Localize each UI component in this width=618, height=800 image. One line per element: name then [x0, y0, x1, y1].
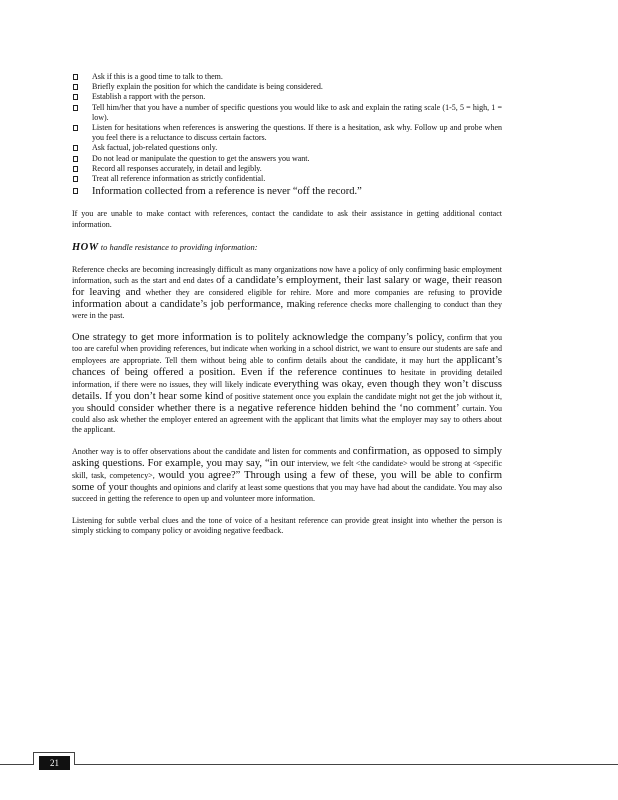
heading-rest: to handle resistance to providing information:: [98, 241, 258, 252]
bullet-text: Tell him/her that you have a number of specific questions you would like to ask and explain the rating scale (1-5, 5 = high, 1 = low).: [92, 102, 502, 122]
bullet-item: [72, 72, 502, 82]
unable-contact-paragraph: If you are unable to make contact with references, contact the candidate to ask their assistance in getting additional contact information.: [72, 209, 502, 229]
bullet-item: [72, 185, 502, 198]
bullet-item: [72, 143, 502, 153]
page-content: [72, 72, 502, 536]
text-run: Another way is to offer observations about the candidate and listen for comments and: [72, 447, 353, 457]
bullet-box-icon: [73, 74, 78, 80]
text-run-large: everything was okay, even though they won’t discuss details. If you don’t hear some kind: [72, 378, 502, 402]
bullet-box-icon: [73, 166, 78, 172]
bullet-text: Record all responses accurately, in detail and legibly.: [92, 163, 262, 173]
bullet-item: [72, 174, 502, 184]
text-run-large: applicant’s chances of being offered a position. Even if the reference continues to: [72, 354, 502, 378]
bullet-text: Ask if this is a good time to talk to them.: [92, 72, 223, 81]
text-run-large: provide information about a candidate’s job performance, mak: [72, 287, 502, 311]
text-run: ing reference checks more challenging to conduct than they were in the past.: [72, 300, 502, 321]
bullet-item: [72, 82, 502, 92]
bullet-item: [72, 92, 502, 102]
text-run-large: One strategy to get more information is to politely acknowledge the company’s policy,: [72, 332, 445, 344]
footer-rule: [0, 764, 618, 765]
bullet-item: [72, 123, 502, 143]
bullet-text: Listen for hesitations when references is answering the questions. If there is a hesitation, ask why. Follow up and probe when you feel there is a reluctance to discuss certain factors.: [92, 123, 502, 143]
bullet-text: Treat all reference information as strictly confidential.: [92, 174, 266, 184]
bullet-item: [72, 164, 502, 174]
heading-how: HOW: [72, 241, 99, 253]
text-run-large: confirmation, as opposed to simply asking questions. For example, you may say, “in our: [72, 446, 503, 470]
bullet-item: [72, 103, 502, 123]
listening-paragraph: Listening for subtle verbal clues and the tone of voice of a hesitant reference can provide great insight into whether the person is simply sticking to company policy or avoiding negative feedback.: [72, 515, 502, 535]
bullet-text: Information collected from a reference is never “off the record.”: [92, 186, 362, 198]
text-run: of positive statement once you explain the candidate might not get the job without it, you: [72, 391, 502, 413]
text-run: interview, we felt <the candidate> would be strong at <specific skill, task, competency>,: [72, 459, 502, 481]
text-run: thoughts and opinions and clarify at least some questions that you may have had about the candidate. You may also succeed in getting the reference to open up and volunteer more information.: [72, 483, 502, 504]
page-number: 21: [39, 756, 70, 770]
bullet-box-icon: [73, 188, 78, 194]
bullet-item: [72, 154, 502, 164]
bullet-text: Briefly explain the position for which the candidate is being considered.: [92, 82, 323, 92]
bullet-text: Do not lead or manipulate the question to get the answers you want.: [92, 153, 310, 163]
text-run: curtain. You could also ask whether the employer entered an agreement with the applicant that limits what the employer may say to others about the applicant.: [72, 403, 502, 435]
bullet-box-icon: [73, 156, 78, 162]
text-run-large: should consider whether there is a negative reference hidden behind the ‘no comment’: [86, 402, 460, 414]
bullet-text: Ask factual, job-related questions only.: [92, 143, 218, 153]
text-run: whether they are considered eligible for rehire. More and more companies are refusing to: [140, 288, 470, 298]
observations-paragraph: [72, 446, 502, 504]
section-heading: [72, 242, 502, 253]
bullet-box-icon: [73, 176, 78, 182]
bullet-box-icon: [73, 125, 78, 131]
strategy-paragraph: [72, 332, 502, 435]
bullet-box-icon: [73, 145, 78, 151]
bullet-box-icon: [73, 94, 78, 100]
bullet-box-icon: [73, 84, 78, 90]
text-run: confirm that you too are careful when providing references, but indicate when working in a school district, we want to ensure our students are safe and employees are appropriate. Tell them without being able to confirm details about the candidate, it may hurt the: [72, 333, 502, 365]
text-run-large: of a candidate’s employment, their last salary or wage, their reason for leaving and: [72, 275, 502, 299]
bullet-box-icon: [73, 105, 78, 111]
bullet-text: Establish a rapport with the person.: [92, 92, 206, 102]
reference-checks-paragraph: [72, 265, 502, 322]
text-run: hesitate in providing detailed information, if there were no issues, they will likely indicate: [72, 367, 502, 389]
reference-tips-list: [72, 72, 502, 198]
text-run: Reference checks are becoming increasingly difficult as many organizations now have a policy of only confirming basic employment information, such as the start and end dates: [72, 264, 502, 286]
text-run-large: would you agree?” Through using a few of these, you will be able to confirm some of your: [72, 470, 502, 494]
